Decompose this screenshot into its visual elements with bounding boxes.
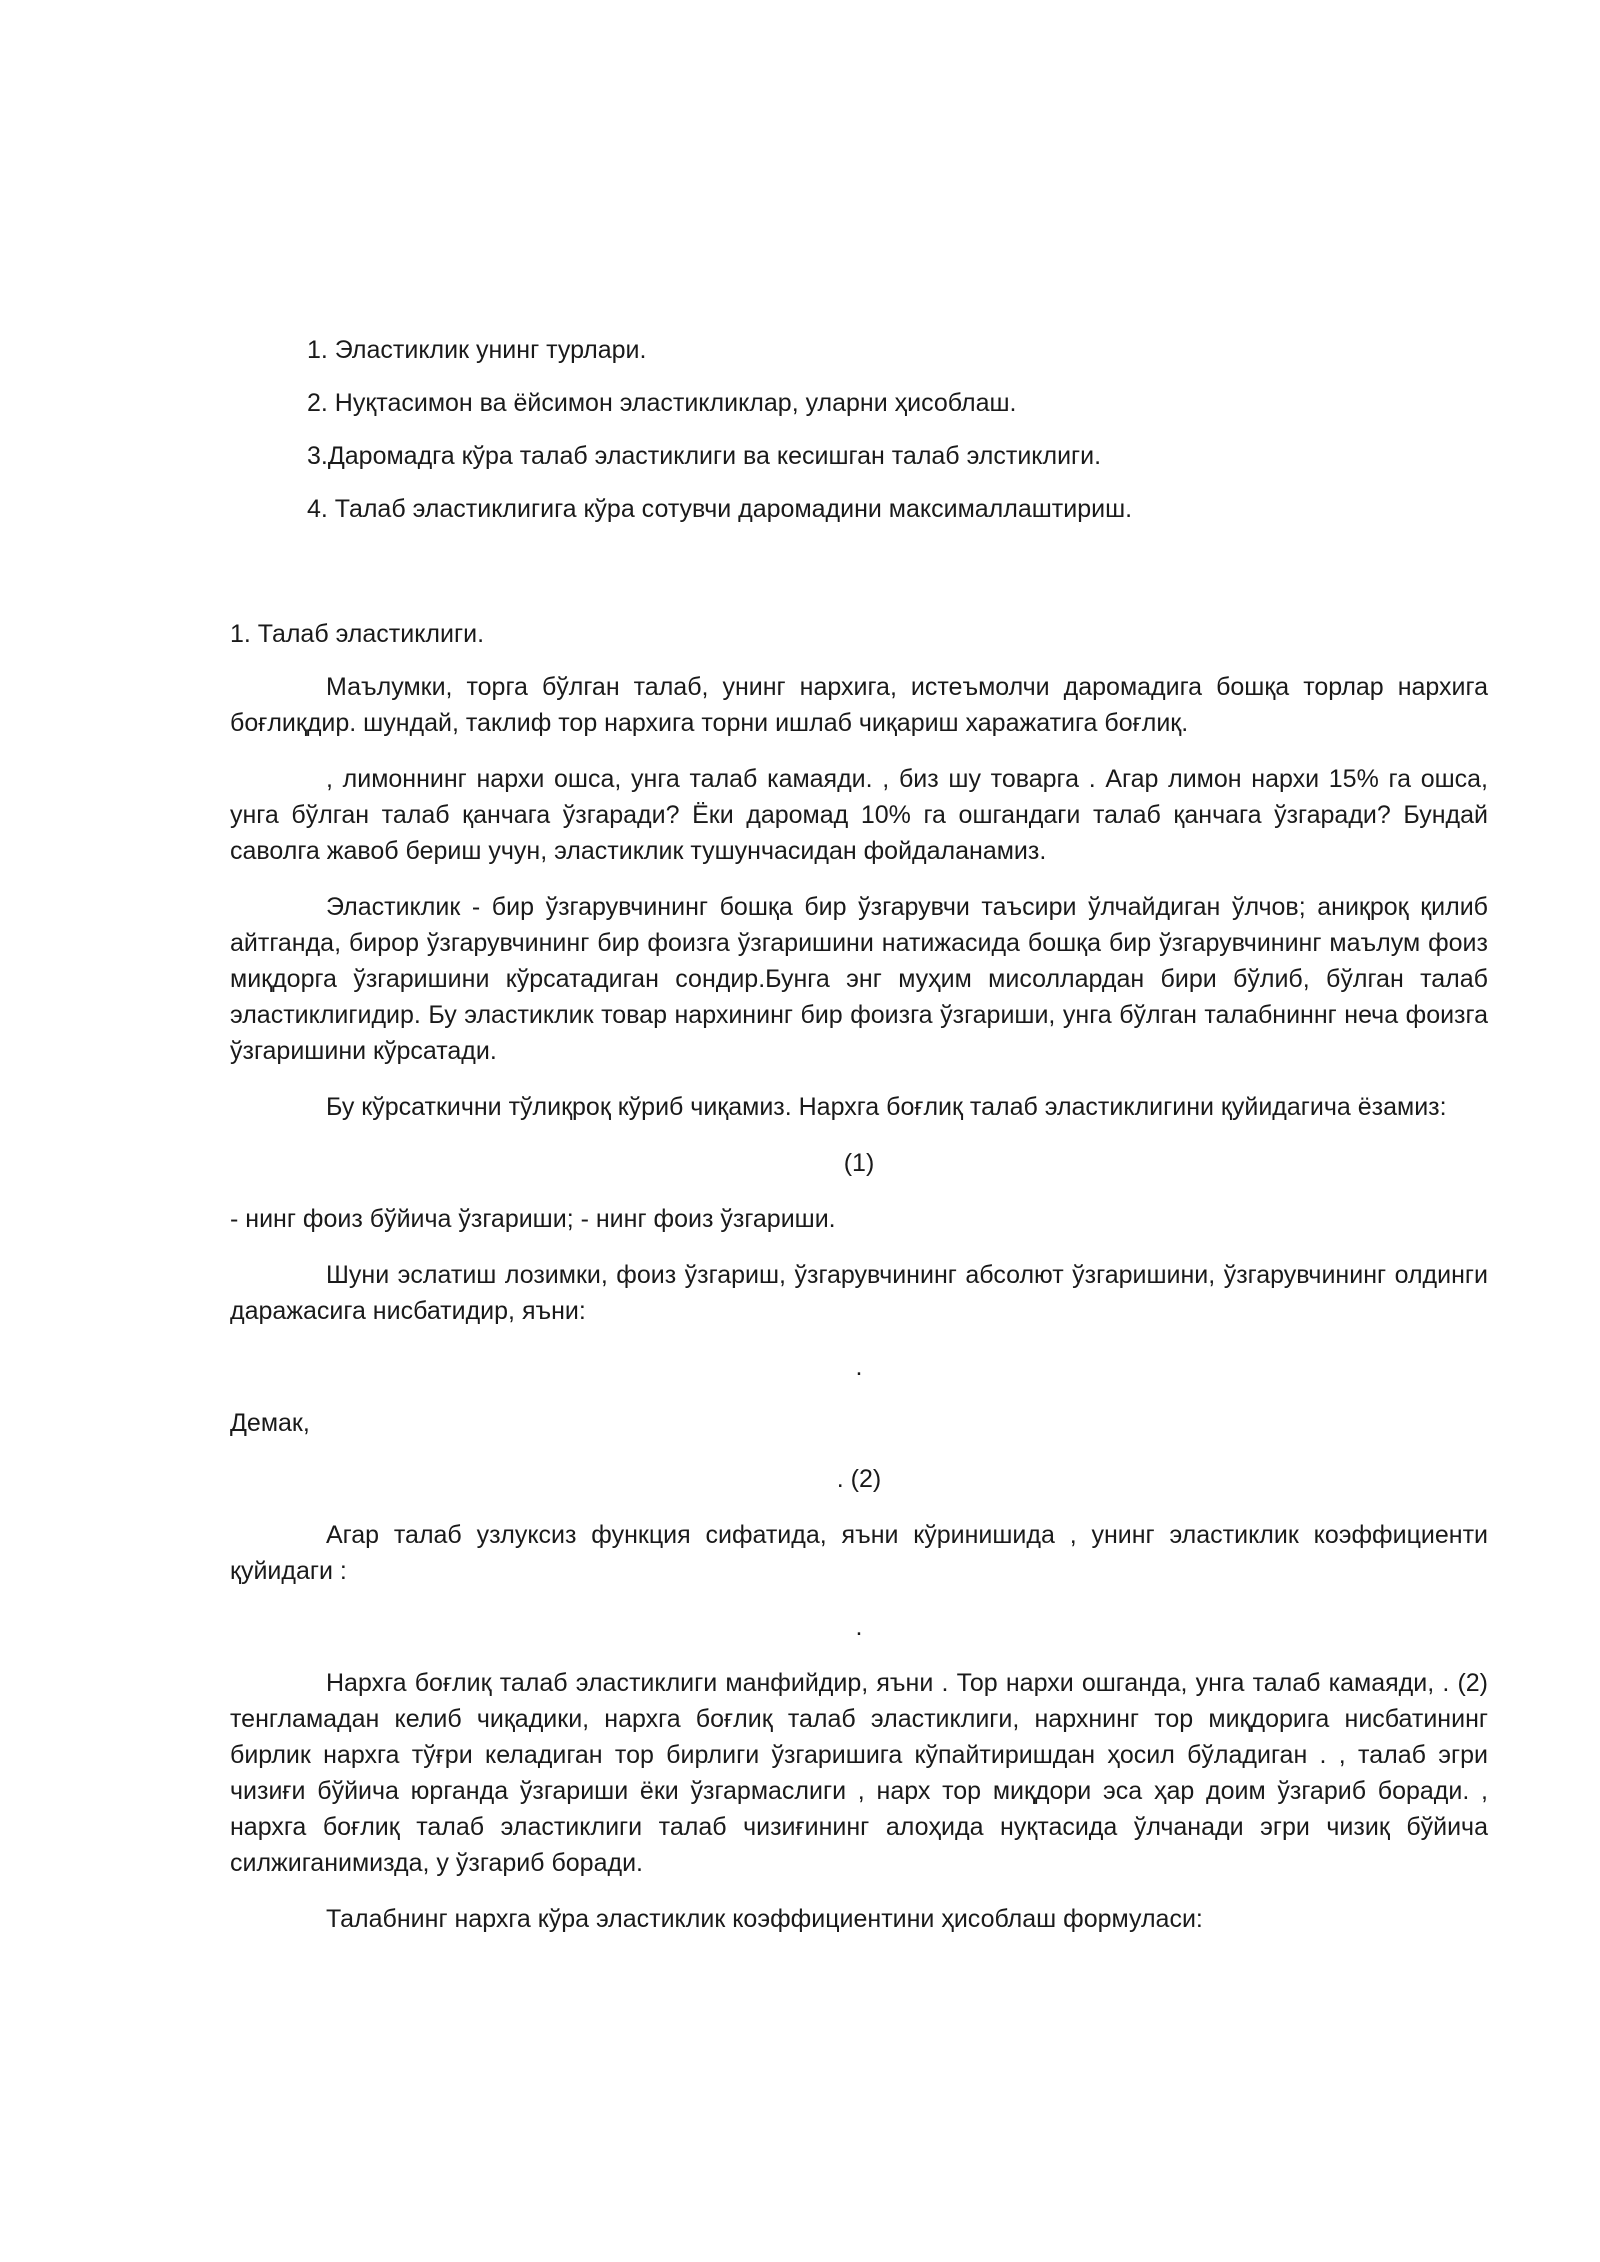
- topic-outline: [307, 332, 1407, 544]
- paragraph-2: , лимоннинг нархи ошса, унга талаб камаяди. , биз шу товарга . Агар лимон нархи 15% га ошса, унга бўлган талаб қанчага ўзгаради? Ёки даромад 10% га ошгандаги талаб қанчага ўзгаради? Бундай саволга жавоб бериш учун, эластиклик тушунчасидан фойдаланамиз.: [230, 765, 1488, 865]
- equation-1-label: (1): [843, 1149, 875, 1177]
- document-body: [230, 616, 1488, 1954]
- paragraph-10: Талабнинг нархга кўра эластиклик коэффициентини ҳисоблаш формуласи:: [326, 1905, 1203, 1933]
- equation-4-label: .: [855, 1613, 863, 1641]
- paragraph-1: Маълумки, торга бўлган талаб, унинг нархига, истеъмолчи даромадига бошқа торлар нархига боғлиқдир. шундай, таклиф тор нархига торни ишлаб чиқариш харажатига боғлиқ.: [230, 673, 1488, 737]
- outline-item-4: 4. Талаб эластиклигига кўра сотувчи даромадини максималлаштириш.: [307, 495, 1133, 523]
- paragraph-9: Нархга боғлиқ талаб эластиклиги манфийдир, яъни . Тор нархи ошганда, унга талаб камаяди, . (2) тенгламадан келиб чиқадики, нархга боғлиқ талаб эластиклиги, нархнинг тор миқдорига нисбатининг бирлик нархга тўғри келадиган тор бирлиги ўзгаришига кўпайтиришдан ҳосил бўладиган . , талаб эгри чизиғи бўйича юрганда ўзгариши ёки ўзгармаслиги , нарх тор миқдори эса ҳар доим ўзгариб боради. , нархга боғлиқ талаб эластиклиги талаб чизиғининг алоҳида нуқтасида ўлчанади эгри чизиқ бўйича силжиганимизда, у ўзгариб боради.: [230, 1669, 1488, 1877]
- paragraph-3: Эластиклик - бир ўзгарувчининг бошқа бир ўзгарувчи таъсири ўлчайдиган ўлчов; аниқроқ қилиб айтганда, бирор ўзгарувчининг бир фоизга ўзгаришини натижасида бошқа бир ўзгарувчининг маълум фоиз миқдорга ўзгаришини кўрсатадиган сондир.Бунга энг муҳим мисоллардан бири бўлиб, бўлган талаб эластиклигидир. Бу эластиклик товар нархининг бир фоизга ўзгариши, унга бўлган талабниннг неча фоизга ўзгаришини кўрсатади.: [230, 893, 1488, 1065]
- paragraph-8: Агар талаб узлуксиз функция сифатида, яъни кўринишида , унинг эластиклик коэффициенти қуйидаги :: [230, 1521, 1488, 1585]
- outline-item-1: 1. Эластиклик унинг турлари.: [307, 336, 647, 364]
- paragraph-7: Демак,: [230, 1409, 310, 1437]
- paragraph-4: Бу кўрсаткични тўлиқроқ кўриб чиқамиз. Нархга боғлиқ талаб эластиклигини қуйидагича ёзамиз:: [326, 1093, 1447, 1121]
- section-heading: 1. Талаб эластиклиги.: [230, 620, 485, 648]
- outline-item-3: 3.Даромадга кўра талаб эластиклиги ва кесишган талаб элстиклиги.: [307, 442, 1102, 470]
- equation-3-label: . (2): [836, 1465, 882, 1493]
- equation-2-label: .: [855, 1353, 863, 1381]
- paragraph-6: Шуни эслатиш лозимки, фоиз ўзгариш, ўзгарувчининг абсолют ўзгаришини, ўзгарувчининг олдинги даражасига нисбатидир, яъни:: [230, 1261, 1488, 1325]
- paragraph-5: - нинг фоиз бўйича ўзгариши; - нинг фоиз ўзгариши.: [230, 1205, 836, 1233]
- outline-item-2: 2. Нуқтасимон ва ёйсимон эластикликлар, уларни ҳисоблаш.: [307, 389, 1017, 417]
